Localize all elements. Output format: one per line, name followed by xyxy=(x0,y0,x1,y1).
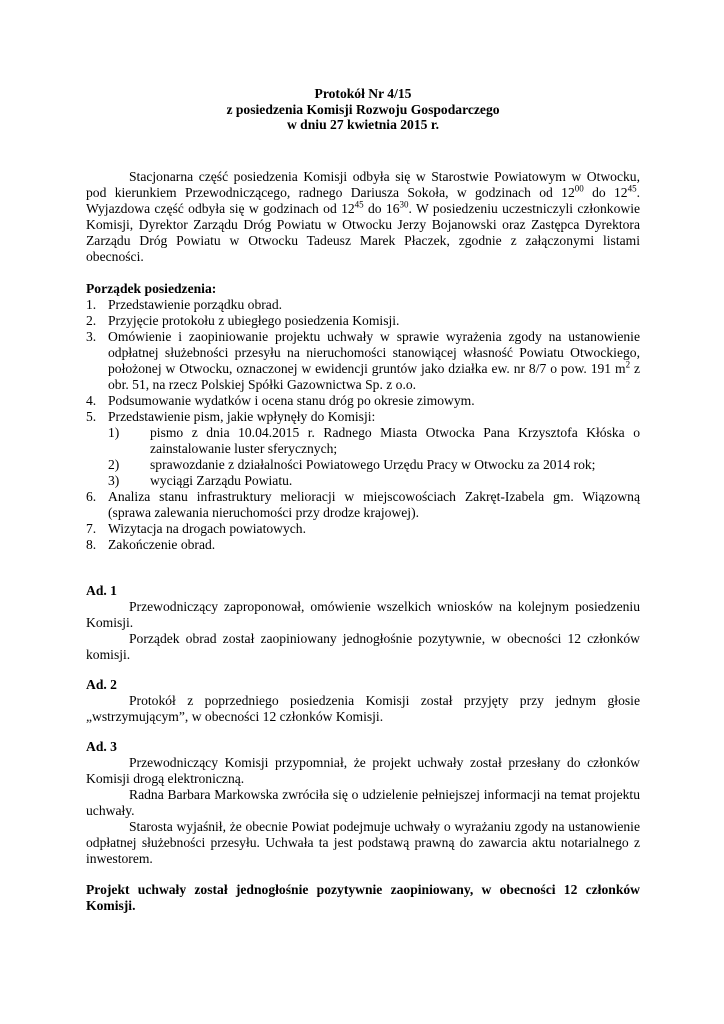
agenda-item: 5. Przedstawienie pism, jakie wpłynęły do Komisji: xyxy=(86,409,376,424)
ad2-section xyxy=(86,677,640,725)
ad3-paragraph: Starosta wyjaśnił, że obecnie Powiat podejmuje uchwały o wyrażaniu zgody na ustanowienie odpłatnej służebności przesyłu. Uchwała ta jest podstawą prawną do zawarcia aktu notarialnego z inwestorem. xyxy=(86,819,640,866)
agenda-subitem: 2) sprawozdanie z działalności Powiatowego Urzędu Pracy w Otwocku za 2014 rok; xyxy=(108,457,596,472)
agenda-item: 2. Przyjęcie protokołu z ubiegłego posiedzenia Komisji. xyxy=(86,313,400,328)
ad3-paragraph: Radna Barbara Markowska zwróciła się o udzielenie pełniejszej informacji na temat projektu uchwały. xyxy=(86,787,640,818)
agenda-item: 8. Zakończenie obrad. xyxy=(86,537,216,552)
title-line-3: w dniu 27 kwietnia 2015 r. xyxy=(286,117,440,132)
document-title xyxy=(86,86,640,133)
agenda-heading: Porządek posiedzenia: xyxy=(86,281,217,296)
ad2-paragraph: Protokół z poprzedniego posiedzenia Komisji został przyjęty przy jednym głosie „wstrzymującym”, w obecności 12 członków Komisji. xyxy=(86,693,640,724)
ad1-section xyxy=(86,583,640,663)
title-line-1: Protokół Nr 4/15 xyxy=(314,86,412,101)
ad1-paragraph: Przewodniczący zaproponował, omówienie wszelkich wniosków na kolejnym posiedzeniu Komisji. xyxy=(86,599,640,630)
agenda-item: 4. Podsumowanie wydatków i ocena stanu dróg po okresie zimowym. xyxy=(86,393,475,408)
agenda-item: 3. Omówienie i zaopiniowanie projektu uchwały w sprawie wyrażenia zgody na ustanowienie odpłatnej służebności przesyłu na nieruchomości stanowiącej własność Powiatu Otwockiego, położonej w Otwocku, oznaczonej w ewidencji gruntów jako działka ew. nr 8/7 o pow. 191 $m^2$ z obr. 51, na rzecz Polskiej Spółki Gazownictwa Sp. z o.o. xyxy=(86,329,640,392)
agenda-item: 6. Analiza stanu infrastruktury melioracji w miejscowościach Zakręt-Izabela gm. Wiązowną (sprawa zalewania nieruchomości przy drodze krajowej). xyxy=(86,489,640,520)
ad1-paragraph: Porządek obrad został zaopiniowany jednogłośnie pozytywnie, w obecności 12 członków komisji. xyxy=(86,631,640,662)
agenda-item: 7. Wizytacja na drogach powiatowych. xyxy=(86,521,306,536)
ad2-heading: Ad. 2 xyxy=(86,677,117,692)
agenda-subitem: 3) wyciągi Zarządu Powiatu. xyxy=(108,473,293,488)
ad3-section xyxy=(86,739,640,867)
intro-paragraph: Stacjonarna część posiedzenia Komisji odbyła się w Starostwie Powiatowym w Otwocku, pod kierunkiem Przewodniczącego, radnego Dariusza Sokoła, w godzinach od $12^{00}$ do $12^{45}$. Wyjazdowa część odbyła się w godzinach od $12^{45}$ do $16^{30}$. W posiedzeniu uczestniczyli członkowie Komisji, Dyrektor Zarządu Dróg Powiatu w Otwocku Jerzy Bojanowski oraz Zastępca Dyrektora Zarządu Dróg Powiatu w Otwocku Tadeusz Marek Płaczek, zgodnie z załączonymi listami obecności. xyxy=(86,169,641,264)
ad3-paragraph: Przewodniczący Komisji przypomniał, że projekt uchwały został przesłany do członków Komisji drogą elektroniczną. xyxy=(86,755,640,786)
agenda-subitem: 1) pismo z dnia 10.04.2015 r. Radnego Miasta Otwocka Pana Krzysztofa Kłóska o zainstalowanie luster sferycznych; xyxy=(108,425,640,456)
conclusion: Projekt uchwały został jednogłośnie pozytywnie zaopiniowany, w obecności 12 członków Komisji. xyxy=(86,882,640,913)
ad3-heading: Ad. 3 xyxy=(86,739,117,754)
agenda xyxy=(86,281,640,553)
title-line-2: z posiedzenia Komisji Rozwoju Gospodarczego xyxy=(226,101,500,117)
agenda-item: 1. Przedstawienie porządku obrad. xyxy=(86,297,283,312)
ad1-heading: Ad. 1 xyxy=(86,583,117,598)
